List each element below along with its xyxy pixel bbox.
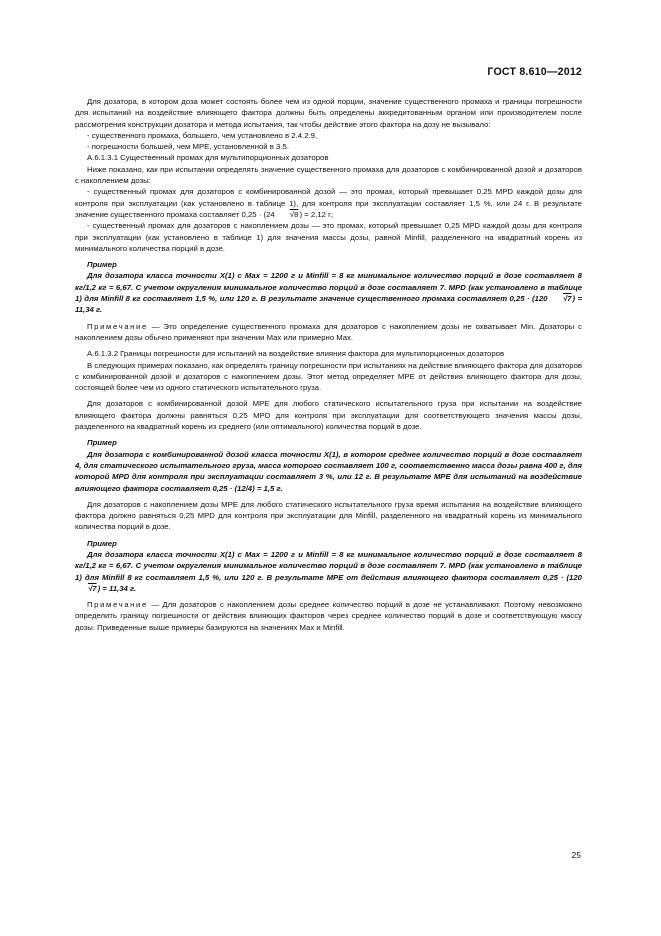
paragraph: Для дозаторов с накоплением дозы МРЕ для любого статического испытательного груза время испытания на воздействие влияющего фактора должно равняться 0,25 MPD для контроля при эксплуатации для Minfill, разделенного на квадратный корень из минимального количества порций в дозе. [75, 499, 582, 532]
example-title: Пример [87, 438, 117, 448]
standard-header: ГОСТ 8.610—2012 [487, 66, 582, 78]
paragraph-text: - существенный промах для дозаторов с комбинированной дозой — это промах, который превышает 0,25 MPD каждой дозы для контроля при эксплуатации (как установлено в таблице 1), для контроля при эксплуатации составляет 1,5 %, или 24 г. В результате значение существенного промаха составляет 0,25 · (24 [75, 187, 582, 219]
paragraph [75, 186, 582, 220]
note [75, 599, 582, 633]
paragraph: Для дозаторов с комбинированной дозой МРЕ для любого статического испытательного груза при испытании на воздействие влияющего фактора должны равняться 0,25 MPD для контроля при эксплуатации для соответствующего значения массы дозы, разделенного на квадратный корень из среднего (или оптимального) количества порций в дозе. [75, 399, 582, 432]
example-title: Пример [87, 538, 117, 548]
example-text [75, 270, 582, 315]
note-label: Примечание [87, 600, 148, 610]
example-text-part: ) = 11,34 г. [97, 583, 137, 593]
example-text: Для дозатора с комбинированной дозой класса точности X(1), в котором среднее количество порций в дозе составляет 4, для статического испытательного груза, масса которого составляет 100 г, соответственно масса дозы равна 400 г, для которой MPD для контроля при эксплуатации составляет 3 %, или 12 г. В результате МРЕ для испытаний на воздействие влияющего фактора составляет 0,25 · (12/4) = 1,5 г. [75, 449, 582, 493]
paragraph: В следующих примерах показано, как определять границу погрешности при испытаниях на действие влияющего фактора для дозаторов с комбинированной дозой и дозаторов с накоплением дозы. Этот метод определяет МРЕ от действия влияющего фактора для дозы, состоящей более чем из одного статического испытательного груза. [75, 360, 582, 393]
example-text-part: ) = 11,34 г. [75, 294, 583, 315]
paragraph-text: ) = 2,12 г; [299, 209, 334, 219]
section-heading: А.6.1.3.1 Существенный промах для мультипорционных дозаторов [87, 153, 329, 163]
example-title: Пример [87, 260, 117, 270]
sqrt-symbol: √7 [562, 294, 572, 304]
example-text-part: Для дозатора класса точности X(1) с Max = 1200 г и Minfill = 8 кг минимальное количество порций в дозе составляет 8 кг/1,2 кг = 6,67. С учетом округления минимальное количество порций в дозе составляет 7. MPD (как установлено в таблице 1) для Minfill 8 кг составляет 1,5 %, или 120 г. В результате значение существенного промаха составляет 0,25 · (120 [75, 271, 582, 304]
paragraph: Ниже показано, как при испытании определять значение существенного промаха для дозаторов с комбинированной дозой и дозаторов с накоплением дозы: [75, 164, 582, 186]
section-heading: А.6.1.3.2 Границы погрешности для испытаний на воздействие влияния фактора для мультипорционных дозаторов [87, 349, 505, 359]
example-text-part: Для дозатора класса точности X(1) с Max = 1200 г и Minfill = 8 кг минимальное количество порций в дозе составляет 8 кг/1,2 кг = 6,67. С учетом округления минимальное количество порций в дозе составляет 7. MPD (как установлено в таблице 1) для Minfill 8 кг составляет 1,5 %, или 120 г. В результате МРЕ от действия влияющего фактора составляет 0,25 · (120 [75, 549, 582, 582]
list-item: - существенного промаха, большего, чем установлено в 2.4.2.9, [87, 130, 318, 140]
page-number: 25 [571, 850, 581, 860]
sqrt-symbol: √7 [88, 583, 97, 593]
list-item: - погрешности большей, чем МРЕ, установленной в 3.5. [87, 142, 289, 152]
paragraph: - существенный промах для дозаторов с накоплением дозы — это промах, который превышает 0,25 MPD каждой дозы для контроля при эксплуатации (как установлено в таблице 1) для значения массы дозы, равной Minfill, разделенного на квадратный корень из минимального количества порций в дозе. [75, 221, 582, 253]
note-text: — Для дозаторов с накоплением дозы среднее количество порций в дозе не устанавливают. Поэтому невозможно определить границу погрешности от действия влияющих факторов через среднее количество порций в дозе и соответствующую массу дозы. Приведенные выше примеры базируются на значениях Max и Minfill. [75, 600, 582, 632]
document-body [75, 96, 582, 633]
note [75, 321, 582, 344]
note-label: Примечание [87, 321, 148, 331]
paragraph: Для дозатора, в котором доза может состоять более чем из одной порции, значение существенного промаха и границы погрешности для испытаний на воздействие влияющего фактора должны быть определены аккредитованным органом или производителем после рассмотрения конструкции дозатора и метода испытания, так чтобы действие этого фактора на дозу не вызывало: [75, 97, 582, 129]
example-text [75, 549, 582, 594]
note-text: — Это определение существенного промаха для дозаторов с накоплением дозы не охватывает Min. Дозаторы с накоплением дозы обычно применяют при значении Max или примерно Max. [75, 321, 582, 342]
sqrt-symbol: √8 [289, 209, 299, 219]
